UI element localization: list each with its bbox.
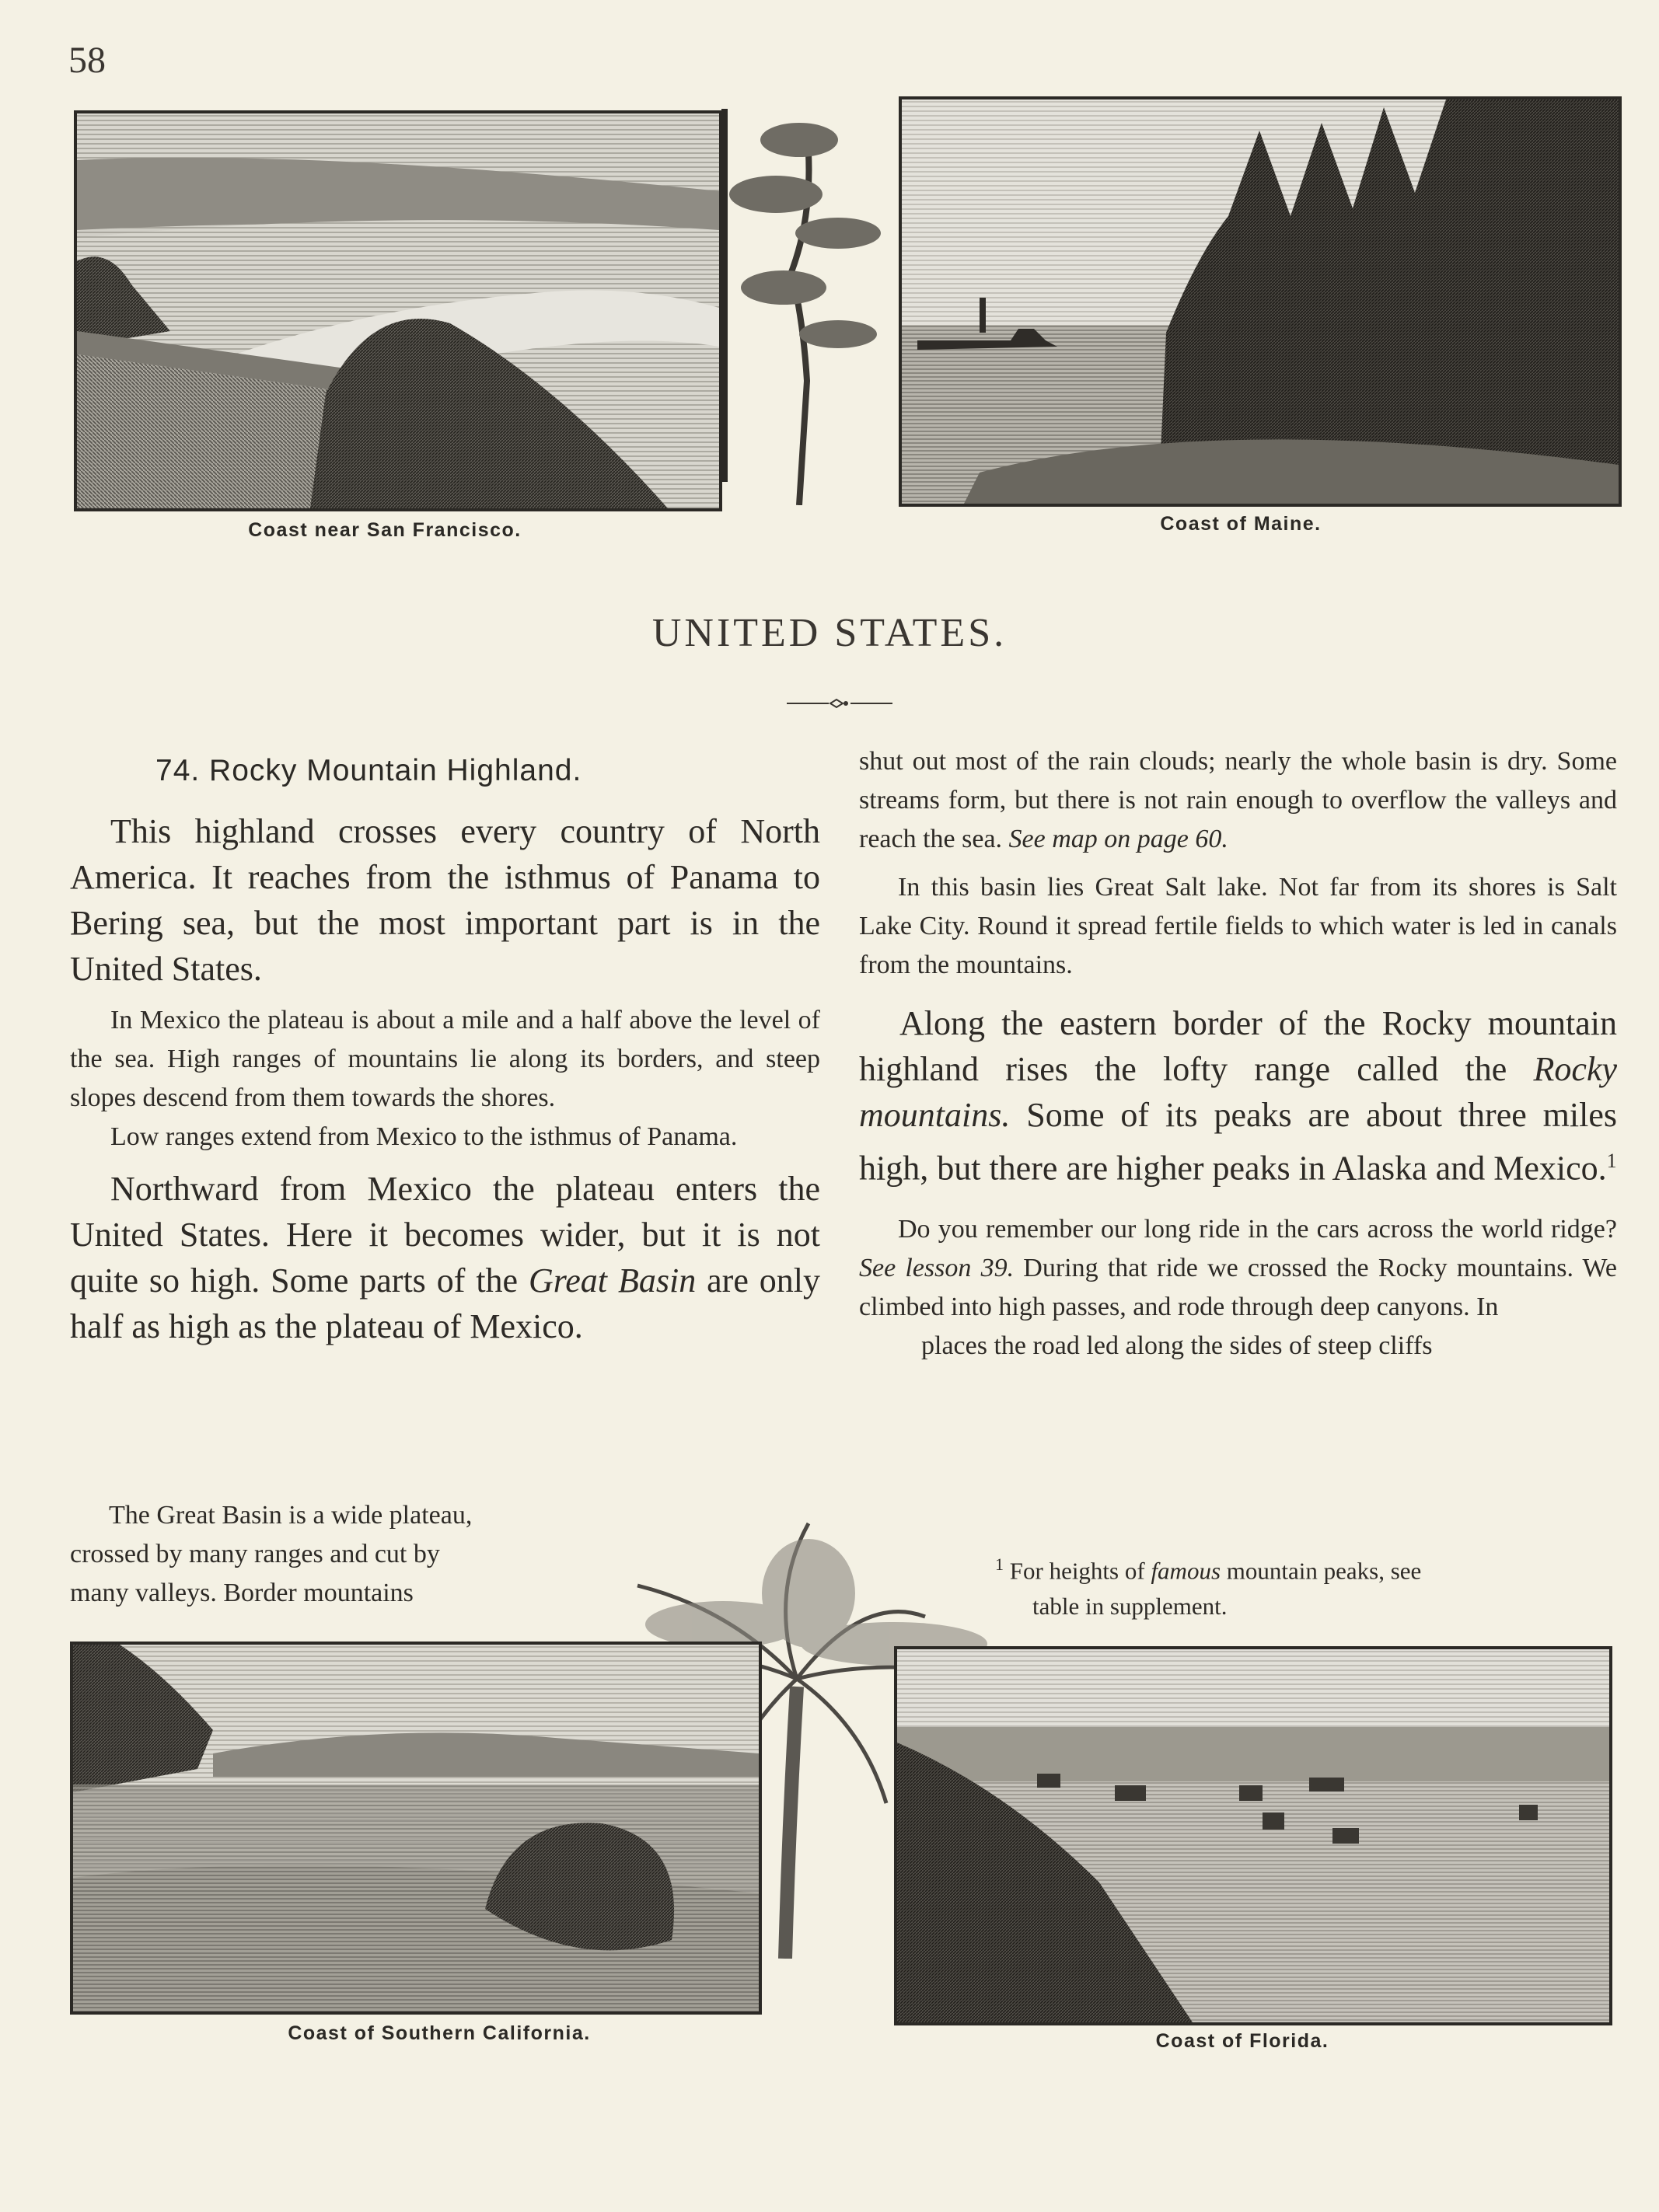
- engraving-maine: [899, 96, 1622, 507]
- caption-maine: Coast of Maine.: [1160, 513, 1322, 535]
- caption-southern-california: Coast of Southern California.: [288, 2022, 591, 2044]
- page-number: 58: [68, 40, 106, 81]
- right-p4-text-b: During that ride we crossed the Rocky mountains. We climbed into high passes, and rode through deep canyons. In: [859, 1253, 1617, 1321]
- right-paragraph-4: [859, 1210, 1617, 1327]
- left-p5-line-2: crossed by many ranges and cut by: [70, 1540, 440, 1568]
- right-p4-last-line: places the road led along the sides of steep cliffs: [921, 1331, 1433, 1360]
- left-p5-line-1: The Great Basin is a wide plateau,: [109, 1501, 473, 1530]
- left-paragraph-2: In Mexico the plateau is about a mile and a half above the level of the sea. High ranges of mountains lie along its borders, and steep slopes descend from them towards the shores.: [70, 1006, 820, 1112]
- page-title: UNITED STATES.: [651, 611, 1008, 655]
- left-p5-line-3: many valleys. Border mountains: [70, 1579, 414, 1607]
- left-paragraph-3: Low ranges extend from Mexico to the isthmus of Panama.: [110, 1122, 738, 1151]
- left-p4-emphasis: Great Basin: [529, 1261, 697, 1300]
- engraving-florida: [894, 1646, 1612, 2025]
- left-p4-text-a: Northward from Mexico the plateau enters the United States. Here it becomes wider, but it is not quite so high. Some parts of the: [70, 1170, 820, 1300]
- section-heading: 74. Rocky Mountain Highland.: [155, 754, 582, 787]
- right-p4-emphasis: See lesson 39.: [859, 1253, 1015, 1282]
- footnote-mark: 1: [995, 1554, 1004, 1574]
- right-p1-emphasis: See map on page 60.: [1008, 825, 1228, 853]
- right-p3-emphasis: Rocky mountains.: [859, 1050, 1617, 1134]
- caption-san-francisco: Coast near San Francisco.: [248, 519, 522, 541]
- left-paragraph-1: This highland crosses every country of North America. It reaches from the isthmus of Panama to Bering sea, but the most important part is in the United States.: [70, 812, 820, 988]
- footnote-emphasis: famous: [1151, 1557, 1221, 1585]
- right-paragraph-3: [859, 1000, 1617, 1191]
- right-paragraph-2: In this basin lies Great Salt lake. Not far from its shores is Salt Lake City. Round it spread fertile fields to which water is led in canals from the mountains.: [859, 873, 1617, 979]
- right-column: [859, 742, 1617, 1366]
- engraving-southern-california: [70, 1642, 762, 2015]
- left-paragraph-4: [70, 1166, 820, 1349]
- footnote: [995, 1547, 1617, 1624]
- footnote-line-1: [995, 1547, 1617, 1589]
- right-p4-text-a: Do you remember our long ride in the cars across the world ridge?: [898, 1214, 1617, 1244]
- right-p1-text: shut out most of the rain clouds; nearly the whole basin is dry. Some streams form, but there is not rain enough to overflow the valleys and reach the sea.: [859, 747, 1617, 853]
- left-p4-text-b: are only half as high as the plateau of Mexico.: [70, 1261, 821, 1345]
- left-paragraph-5: [70, 1496, 630, 1613]
- ornament-divider: [785, 692, 894, 715]
- right-paragraph-1: [859, 742, 1617, 859]
- footnote-text-b: mountain peaks, see: [1221, 1557, 1422, 1585]
- left-column: [70, 808, 820, 1349]
- pine-tree-illustration: [721, 85, 892, 505]
- right-p3-text-b: Some of its peaks are about three miles high, but there are higher peaks in Alaska and Mexico.: [859, 1096, 1617, 1188]
- engraving-san-francisco: [74, 110, 722, 511]
- footnote-reference: 1: [1606, 1150, 1617, 1172]
- footnote-text-a: For heights of: [1009, 1557, 1151, 1585]
- footnote-line-2: table in supplement.: [1032, 1593, 1228, 1621]
- right-p3-text-a: Along the eastern border of the Rocky mountain highland rises the lofty range called the: [859, 1004, 1617, 1088]
- caption-florida: Coast of Florida.: [1155, 2030, 1329, 2052]
